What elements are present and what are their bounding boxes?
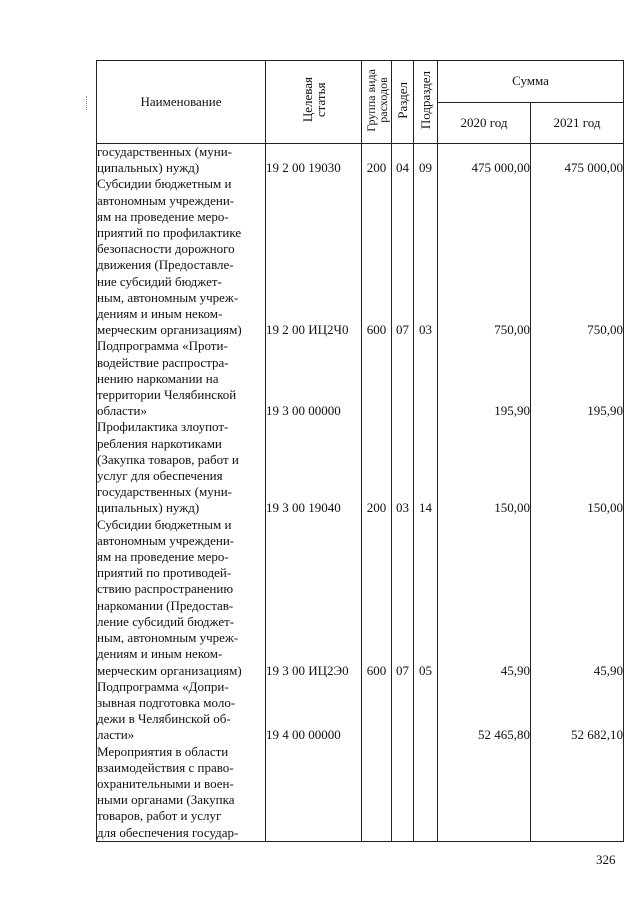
cell-expense-group: 600 bbox=[362, 176, 392, 338]
cell-section bbox=[392, 744, 414, 842]
cell-name: Субсидии бюджетным и автономным учреждени- ям на проведение меро- приятий по профилактике безопасности дорожного движения (Предоставле- ние субсидий бюджет- ным, автономным учреж- дениям и иным неком- мерческим организациям) bbox=[97, 176, 266, 338]
table-row bbox=[97, 176, 624, 338]
cell-target-item: 19 3 00 19040 bbox=[266, 419, 362, 516]
cell-section: 03 bbox=[392, 419, 414, 516]
header-group-label: Группа вида расходов bbox=[363, 68, 390, 132]
table-body bbox=[97, 144, 624, 842]
cell-subsection: 14 bbox=[414, 419, 438, 516]
table-row bbox=[97, 517, 624, 679]
cell-name: государственных (муни- ципальных) нужд) bbox=[97, 144, 266, 177]
header-section-label: Раздел bbox=[395, 81, 410, 119]
cell-sum-2020: 195,90 bbox=[438, 338, 531, 419]
header-name: Наименование bbox=[97, 61, 266, 144]
cell-section: 07 bbox=[392, 176, 414, 338]
cell-expense-group bbox=[362, 744, 392, 842]
cell-name: Профилактика злоупот- ребления наркотиками (Закупка товаров, работ и услуг для обеспечения государственных (муни- ципальных) нужд) bbox=[97, 419, 266, 516]
table-header bbox=[97, 61, 624, 144]
cell-target-item: 19 3 00 00000 bbox=[266, 338, 362, 419]
header-target-item bbox=[266, 61, 362, 144]
table-row bbox=[97, 419, 624, 516]
cell-sum-2021: 45,90 bbox=[531, 517, 624, 679]
cell-sum-2020: 52 465,80 bbox=[438, 679, 531, 744]
table-row bbox=[97, 144, 624, 177]
table-row bbox=[97, 338, 624, 419]
table-row bbox=[97, 679, 624, 744]
cell-section bbox=[392, 679, 414, 744]
header-expense-group bbox=[362, 61, 392, 144]
cell-sum-2021: 195,90 bbox=[531, 338, 624, 419]
cell-expense-group: 200 bbox=[362, 144, 392, 177]
cell-sum-2021 bbox=[531, 744, 624, 842]
cell-target-item: 19 2 00 19030 bbox=[266, 144, 362, 177]
cell-sum-2021: 150,00 bbox=[531, 419, 624, 516]
cell-target-item: 19 3 00 ИЦ2Э0 bbox=[266, 517, 362, 679]
cell-subsection: 09 bbox=[414, 144, 438, 177]
cell-sum-2020: 475 000,00 bbox=[438, 144, 531, 177]
cell-sum-2021: 52 682,10 bbox=[531, 679, 624, 744]
cell-subsection bbox=[414, 679, 438, 744]
cell-sum-2020: 150,00 bbox=[438, 419, 531, 516]
budget-table bbox=[96, 60, 624, 842]
cell-expense-group bbox=[362, 338, 392, 419]
cell-sum-2021: 475 000,00 bbox=[531, 144, 624, 177]
cell-expense-group: 600 bbox=[362, 517, 392, 679]
header-section bbox=[392, 61, 414, 144]
header-year-2020: 2020 год bbox=[438, 102, 531, 144]
cell-section bbox=[392, 338, 414, 419]
cell-name: Субсидии бюджетным и автономным учреждени- ям на проведение меро- приятий по противодей- ствию распространению наркомании (Предостав- ление субсидий бюджет- ным, автономным учреж- дениям и иным неком- мерческим организациям) bbox=[97, 517, 266, 679]
cell-subsection bbox=[414, 744, 438, 842]
cell-section: 04 bbox=[392, 144, 414, 177]
cell-section: 07 bbox=[392, 517, 414, 679]
cell-sum-2020 bbox=[438, 744, 531, 842]
scan-artifact bbox=[86, 96, 89, 110]
header-subsection-label: Подраздел bbox=[418, 70, 433, 130]
page-number: 326 bbox=[596, 852, 616, 867]
cell-sum-2020: 750,00 bbox=[438, 176, 531, 338]
header-code-label: Целевая статья bbox=[299, 77, 328, 123]
header-subsection bbox=[414, 61, 438, 144]
header-sum: Сумма bbox=[438, 61, 624, 103]
cell-name: Мероприятия в области взаимодействия с право- охранительными и воен- ными органами (Закупка товаров, работ и услуг для обеспечения государ- bbox=[97, 744, 266, 842]
cell-target-item bbox=[266, 744, 362, 842]
cell-target-item: 19 4 00 00000 bbox=[266, 679, 362, 744]
cell-target-item: 19 2 00 ИЦ2Ч0 bbox=[266, 176, 362, 338]
cell-expense-group bbox=[362, 679, 392, 744]
cell-name: Подпрограмма «Допри- зывная подготовка моло- дежи в Челябинской об- ласти» bbox=[97, 679, 266, 744]
cell-sum-2020: 45,90 bbox=[438, 517, 531, 679]
cell-expense-group: 200 bbox=[362, 419, 392, 516]
cell-sum-2021: 750,00 bbox=[531, 176, 624, 338]
table-row bbox=[97, 744, 624, 842]
cell-name: Подпрограмма «Проти- водействие распростра- нению наркомании на территории Челябинской области» bbox=[97, 338, 266, 419]
cell-subsection: 05 bbox=[414, 517, 438, 679]
header-year-2021: 2021 год bbox=[531, 102, 624, 144]
cell-subsection bbox=[414, 338, 438, 419]
cell-subsection: 03 bbox=[414, 176, 438, 338]
